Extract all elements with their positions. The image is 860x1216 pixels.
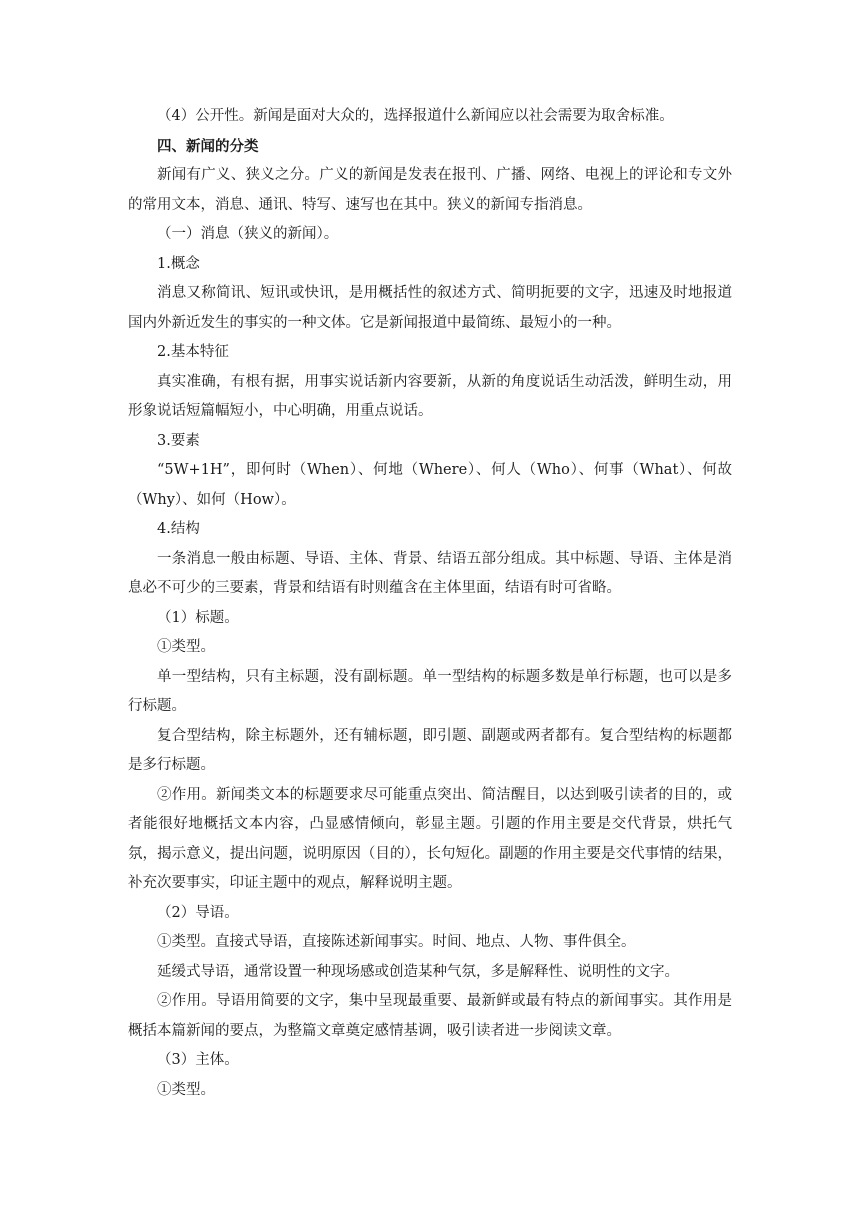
paragraph: ②作用。导语用简要的文字，集中呈现最重要、最新鲜或最有特点的新闻事实。其作用是概括本篇新闻的要点，为整篇文章奠定感情基调，吸引读者进一步阅读文章。 xyxy=(128,993,732,1039)
section-heading: 四、新闻的分类 xyxy=(157,137,259,155)
paragraph: ①类型。直接式导语，直接陈述新闻事实。时间、地点、人物、事件俱全。 xyxy=(157,934,636,950)
paragraph: 3.要素 xyxy=(157,432,200,449)
paragraph: （1）标题。 xyxy=(157,609,239,626)
paragraph: （3）主体。 xyxy=(157,1052,239,1068)
paragraph: （一）消息（狭义的新闻）。 xyxy=(157,226,339,242)
paragraph: 一条消息一般由标题、导语、主体、背景、结语五部分组成。其中标题、导语、主体是消息必不可少的三要素，背景和结语有时则蕴含在主体里面，结语有时可省略。 xyxy=(128,550,732,596)
paragraph: 复合型结构，除主标题外，还有辅标题，即引题、副题或两者都有。复合型结构的标题都是多行标题。 xyxy=(128,727,732,773)
paragraph: ①类型。 xyxy=(157,1081,215,1098)
paragraph: 真实准确，有根有据，用事实说话新内容要新，从新的角度说话生动活泼，鲜明生动，用形象说话短篇幅短小，中心明确，用重点说话。 xyxy=(128,373,732,419)
paragraph: “5W+1H”，即何时（When）、何地（Where）、何人（Who）、何事（What）、何故（Why）、如何（How）。 xyxy=(128,462,732,508)
paragraph: ②作用。新闻类文本的标题要求尽可能重点突出、简洁醒目，以达到吸引读者的目的，或者能很好地概括文本内容，凸显感情倾向，彰显主题。引题的作用主要是交代背景，烘托气氛，揭示意义，提出问题，说明原因（目的），长句短化。副题的作用主要是交代事情的结果，补充次要事实，印证主题中的观点，解释说明主题。 xyxy=(128,786,732,891)
paragraph: （2）导语。 xyxy=(157,904,239,921)
paragraph: 4.结构 xyxy=(157,521,200,537)
paragraph: ①类型。 xyxy=(157,639,215,655)
paragraph: 1.概念 xyxy=(157,255,200,272)
paragraph: 延缓式导语，通常设置一种现场感或创造某种气氛，多是解释性、说明性的文字。 xyxy=(157,963,679,980)
paragraph: 消息又称简讯、短讯或快讯，是用概括性的叙述方式、简明扼要的文字，迅速及时地报道国内外新近发生的事实的一种文体。它是新闻报道中最简练、最短小的一种。 xyxy=(128,285,732,331)
paragraph: 单一型结构，只有主标题，没有副标题。单一型结构的标题多数是单行标题，也可以是多行标题。 xyxy=(128,668,732,714)
document-body xyxy=(128,102,732,1105)
paragraph: （4）公开性。新闻是面对大众的，选择报道什么新闻应以社会需要为取舍标准。 xyxy=(157,108,674,124)
paragraph: 2.基本特征 xyxy=(157,344,229,360)
paragraph: 新闻有广义、狭义之分。广义的新闻是发表在报刊、广播、网络、电视上的评论和专文外的常用文本，消息、通讯、特写、速写也在其中。狭义的新闻专指消息。 xyxy=(128,167,732,213)
